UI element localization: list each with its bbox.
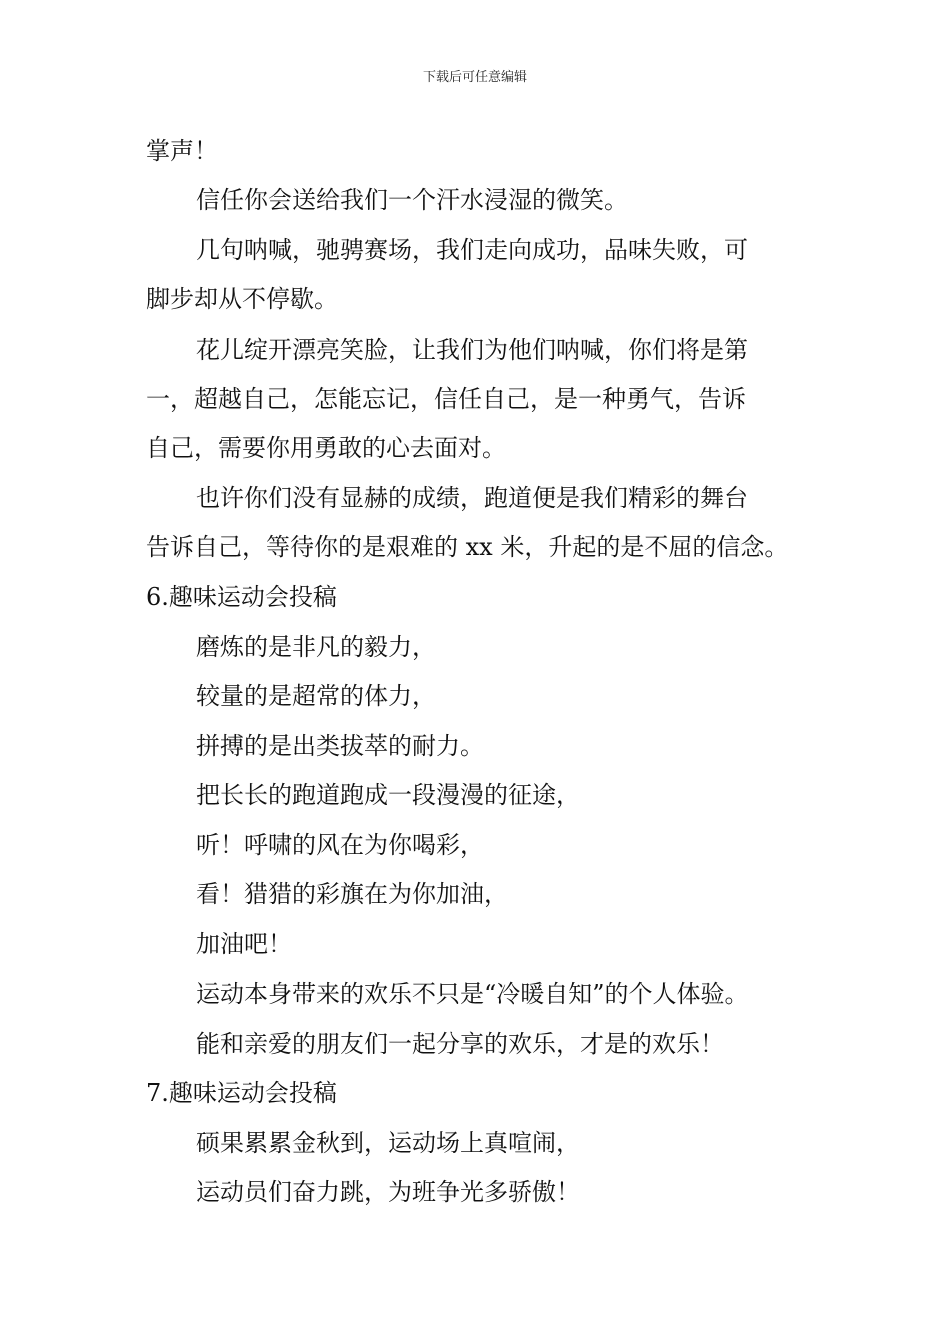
text-line: 硕果累累金秋到，运动场上真喧闹， [196, 1129, 580, 1157]
section-heading: 7.趣味运动会投稿 [146, 1079, 337, 1107]
text-line: 拼搏的是出类拔萃的耐力。 [196, 732, 484, 760]
section-heading: 6.趣味运动会投稿 [146, 583, 337, 611]
text-line: 看！猎猎的彩旗在为你加油， [196, 880, 508, 908]
text-line: 几句呐喊，驰骋赛场，我们走向成功，品味失败，可 [196, 236, 748, 264]
page-header: 下载后可任意编辑 [422, 70, 527, 85]
text-line: 运动本身带来的欢乐不只是“冷暖自知”的个人体验。 [196, 980, 749, 1008]
text-line: 掌声！ [146, 137, 218, 165]
text-line: 自己，需要你用勇敢的心去面对。 [146, 434, 506, 462]
text-line: 能和亲爱的朋友们一起分享的欢乐，才是的欢乐！ [196, 1030, 724, 1058]
text-line: 运动员们奋力跳，为班争光多骄傲！ [196, 1178, 580, 1206]
text-line: 把长长的跑道跑成一段漫漫的征途， [196, 781, 580, 809]
text-line: 花儿绽开漂亮笑脸，让我们为他们呐喊，你们将是第 [196, 336, 748, 364]
text-line: 磨炼的是非凡的毅力， [196, 633, 436, 661]
text-line: 告诉自己，等待你的是艰难的 xx 米，升起的是不屈的信念。 [146, 533, 789, 561]
text-line: 脚步却从不停歇。 [146, 285, 338, 313]
text-line: 一，超越自己，怎能忘记，信任自己，是一种勇气，告诉 [146, 385, 746, 413]
text-line: 信任你会送给我们一个汗水浸湿的微笑。 [196, 186, 628, 214]
text-line: 听！呼啸的风在为你喝彩， [196, 831, 484, 859]
text-line: 加油吧！ [196, 930, 292, 958]
text-line: 也许你们没有显赫的成绩，跑道便是我们精彩的舞台 [196, 484, 748, 512]
text-line: 较量的是超常的体力， [196, 682, 436, 710]
